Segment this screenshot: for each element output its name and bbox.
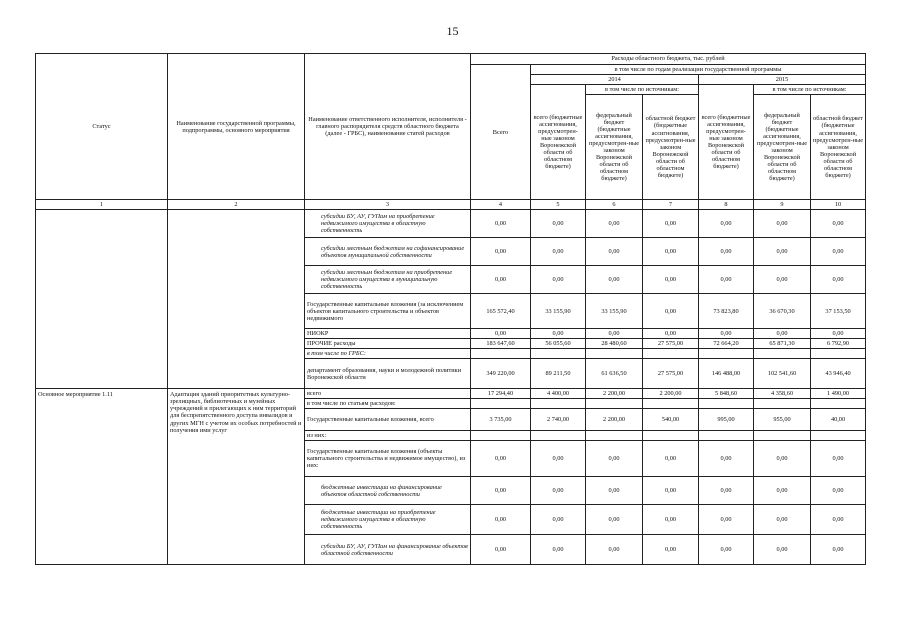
value-cell: 0,00 [643,294,699,329]
value-cell: 0,00 [471,441,531,477]
header-2015-by-sources: в том числе по источникам: [754,85,866,95]
value-cell: 0,00 [531,210,586,238]
row-label: бюджетные инвестиции на приобретение недвижимого имущества в областную собственность [305,505,471,535]
value-cell: 2 200,00 [643,389,699,399]
header-total: Всего [471,65,531,200]
value-cell: 0,00 [586,441,643,477]
value-cell: 146 488,00 [699,359,754,389]
value-cell [471,349,531,359]
value-cell: 0,00 [471,266,531,294]
value-cell [754,349,811,359]
value-cell: 1 490,00 [811,389,866,399]
value-cell: 0,00 [471,238,531,266]
value-cell: 0,00 [471,329,531,339]
header-year-2015: 2015 [699,75,866,85]
value-cell [643,349,699,359]
value-cell: 0,00 [531,329,586,339]
value-cell: 0,00 [811,535,866,565]
value-cell: 0,00 [643,329,699,339]
header-2015-regional: областной бюджет (бюджетные ассигнования, предусмотрен-ные законом Воронежской области об областном бюджете) [811,95,866,200]
value-cell: 0,00 [643,210,699,238]
value-cell: 2 200,00 [586,389,643,399]
row-label: из них: [305,431,471,441]
row-label: Государственные капитальные вложения (за исключением объектов капитального строительства и объектов недвижимого [305,294,471,329]
value-cell: 0,00 [754,535,811,565]
value-cell: 0,00 [754,441,811,477]
value-cell [586,431,643,441]
column-number: 10 [811,200,866,210]
table-row [36,210,866,238]
header-expenses: Расходы областного бюджета, тыс. рублей [471,54,866,65]
header-year-2014: 2014 [531,75,699,85]
row-label: департамент образования, науки и молодежной политики Воронежской области [305,359,471,389]
value-cell [531,431,586,441]
value-cell [531,349,586,359]
value-cell: 0,00 [699,477,754,505]
value-cell: 0,00 [531,535,586,565]
value-cell: 0,00 [699,238,754,266]
row-label: всего [305,389,471,399]
value-cell: 28 480,60 [586,339,643,349]
value-cell: 0,00 [699,505,754,535]
header-by-years: в том числе по годам реализации государственной программы [531,65,866,75]
value-cell: 540,00 [643,409,699,431]
header-2014-total: всего (бюджетные ассигнования, предусмотрен-ные законом Воронежской области об областном бюджете) [531,85,586,200]
value-cell: 0,00 [586,210,643,238]
row-label: Государственные капитальные вложения, всего [305,409,471,431]
row-label: субсидии БУ, АУ, ГУПам на финансирование объектов областной собственности [305,535,471,565]
program-cell-empty [168,210,305,389]
column-number: 1 [36,200,168,210]
value-cell: 0,00 [531,266,586,294]
value-cell: 0,00 [811,266,866,294]
column-number: 2 [168,200,305,210]
value-cell: 17 294,40 [471,389,531,399]
value-cell: 0,00 [811,329,866,339]
value-cell: 0,00 [643,477,699,505]
column-number: 5 [531,200,586,210]
value-cell: 36 670,30 [754,294,811,329]
value-cell: 0,00 [643,535,699,565]
value-cell: 37 153,50 [811,294,866,329]
value-cell: 0,00 [811,238,866,266]
value-cell: 0,00 [811,210,866,238]
header-2015-total: всего (бюджетные ассигнования, предусмотрен-ные законом Воронежской области об областном бюджете) [699,85,754,200]
value-cell [699,349,754,359]
program-cell: Адаптация зданий приоритетных культурно-зрелищных, библиотечных и музейных учреждений и прилегающих к ним территорий для беспрепятственного доступа инвалидов и других МГН с учетом их особых потребностей и получения ими услуг [168,389,305,565]
header-executor: Наименование ответственного исполнителя, исполнителя - главного распорядителя средств областного бюджета (далее - ГРБС), наименование статей расходов [305,54,471,200]
value-cell: 40,00 [811,409,866,431]
value-cell: 2 200,00 [586,409,643,431]
value-cell: 0,00 [699,210,754,238]
value-cell [586,399,643,409]
value-cell: 0,00 [754,266,811,294]
value-cell: 0,00 [586,329,643,339]
status-cell-empty [36,210,168,389]
value-cell: 6 792,90 [811,339,866,349]
value-cell: 4 400,00 [531,389,586,399]
value-cell [531,399,586,409]
column-number: 6 [586,200,643,210]
value-cell: 0,00 [754,477,811,505]
value-cell [586,349,643,359]
value-cell: 43 946,40 [811,359,866,389]
value-cell: 27 575,00 [643,339,699,349]
value-cell: 0,00 [531,505,586,535]
value-cell: 0,00 [586,238,643,266]
value-cell: 955,00 [754,409,811,431]
value-cell: 0,00 [699,266,754,294]
column-number: 3 [305,200,471,210]
value-cell: 61 636,50 [586,359,643,389]
column-number: 8 [699,200,754,210]
value-cell: 0,00 [754,329,811,339]
row-label: НИОКР [305,329,471,339]
row-label: субсидии местным бюджетам на софинансирование объектов муниципальной собственности [305,238,471,266]
value-cell [754,399,811,409]
value-cell [471,399,531,409]
value-cell: 0,00 [811,505,866,535]
header-2014-regional: областной бюджет (бюджетные ассигнования, предусмотрен-ные законом Воронежской области об областном бюджете) [643,95,699,200]
row-label: субсидии БУ, АУ, ГУПам на приобретение недвижимого имущества в областную собственность [305,210,471,238]
value-cell: 27 575,00 [643,359,699,389]
value-cell: 0,00 [471,210,531,238]
value-cell: 0,00 [471,477,531,505]
value-cell: 0,00 [586,266,643,294]
row-label: субсидии местным бюджетам на приобретение недвижимого имущества в муниципальную собственность [305,266,471,294]
value-cell: 5 848,60 [699,389,754,399]
row-label: в том числе по ГРБС: [305,349,471,359]
column-number: 7 [643,200,699,210]
value-cell: 0,00 [471,535,531,565]
value-cell: 0,00 [699,329,754,339]
header-program-name: Наименование государственной программы, подпрограммы, основного мероприятия [168,54,305,200]
value-cell: 2 740,00 [531,409,586,431]
value-cell: 995,00 [699,409,754,431]
value-cell [643,431,699,441]
value-cell: 33 155,90 [531,294,586,329]
value-cell [811,399,866,409]
value-cell: 0,00 [586,477,643,505]
value-cell: 89 211,50 [531,359,586,389]
value-cell: 0,00 [699,441,754,477]
value-cell [811,431,866,441]
budget-table [35,53,866,565]
column-number: 9 [754,200,811,210]
value-cell: 0,00 [471,505,531,535]
value-cell: 4 358,60 [754,389,811,399]
value-cell: 0,00 [811,441,866,477]
value-cell: 0,00 [586,505,643,535]
row-label: Государственные капитальные вложения (объекты капитального строительства и недвижимое имущество), из них: [305,441,471,477]
value-cell [699,399,754,409]
value-cell: 0,00 [531,238,586,266]
value-cell: 0,00 [643,238,699,266]
header-2014-by-sources: в том числе по источникам: [586,85,699,95]
value-cell: 0,00 [754,210,811,238]
value-cell: 0,00 [643,505,699,535]
value-cell: 0,00 [586,535,643,565]
header-2014-federal: федеральный бюджет (бюджетные ассигнования, предусмотрен-ные законом Воронежской области об областном бюджете) [586,95,643,200]
value-cell: 0,00 [531,441,586,477]
value-cell: 0,00 [754,238,811,266]
status-cell: Основное мероприятие 1.11 [36,389,168,565]
value-cell: 72 664,20 [699,339,754,349]
page-number: 15 [446,24,459,38]
value-cell [471,431,531,441]
value-cell [754,431,811,441]
value-cell: 0,00 [811,477,866,505]
value-cell: 33 155,90 [586,294,643,329]
value-cell: 0,00 [699,535,754,565]
value-cell: 183 647,60 [471,339,531,349]
table-row [36,389,866,399]
value-cell: 0,00 [531,477,586,505]
value-cell: 0,00 [643,266,699,294]
value-cell: 3 735,00 [471,409,531,431]
value-cell: 56 055,60 [531,339,586,349]
header-status: Статус [36,54,168,200]
header-2015-federal: федеральный бюджет (бюджетные ассигнования, предусмотрен-ные законом Воронежской области об областном бюджете) [754,95,811,200]
value-cell [699,431,754,441]
value-cell: 73 823,80 [699,294,754,329]
value-cell: 0,00 [754,505,811,535]
value-cell: 102 541,60 [754,359,811,389]
row-label: бюджетные инвестиции на финансирование объектов областной собственности [305,477,471,505]
value-cell: 349 220,00 [471,359,531,389]
column-number: 4 [471,200,531,210]
value-cell: 65 871,30 [754,339,811,349]
value-cell [643,399,699,409]
value-cell [811,349,866,359]
row-label: в том числе по статьям расходов: [305,399,471,409]
value-cell: 165 572,40 [471,294,531,329]
value-cell: 0,00 [643,441,699,477]
row-label: ПРОЧИЕ расходы [305,339,471,349]
